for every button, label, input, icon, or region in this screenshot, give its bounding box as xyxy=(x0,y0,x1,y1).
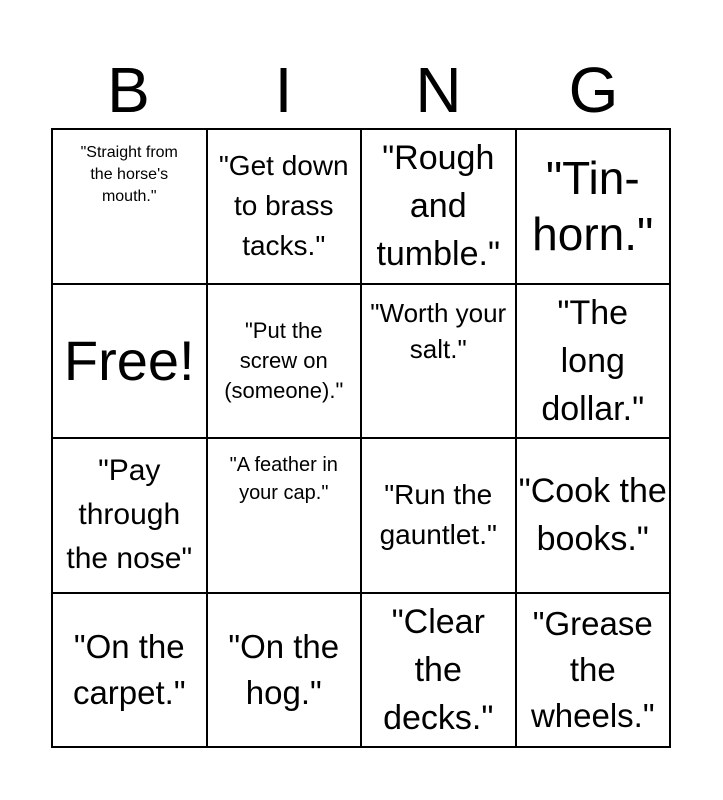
free-space-cell[interactable] xyxy=(53,285,208,440)
bingo-cell[interactable] xyxy=(517,285,672,440)
cell-text: "Cook the books." xyxy=(518,472,667,559)
bingo-cell[interactable] xyxy=(208,130,363,285)
cell-text: "Straight from the horse's mouth." xyxy=(80,144,178,205)
cell-text: "Pay through the nose" xyxy=(66,454,193,576)
cell-text: "The long dollar." xyxy=(541,293,645,428)
cell-text: "Get down to brass tacks." xyxy=(218,150,349,262)
header-letter-i: I xyxy=(274,54,293,126)
bingo-card-grid xyxy=(51,128,671,748)
cell-text: "On the hog." xyxy=(228,627,340,711)
cell-text: "Grease the wheels." xyxy=(530,604,655,734)
header-letter-b: B xyxy=(107,54,150,126)
cell-text: "Run the gauntlet." xyxy=(379,479,497,551)
bingo-cell[interactable] xyxy=(208,285,363,440)
bingo-cell[interactable] xyxy=(208,439,363,594)
bingo-cell[interactable] xyxy=(362,439,517,594)
cell-text: "Worth your salt." xyxy=(370,297,507,364)
cell-text: "On the carpet." xyxy=(72,627,186,711)
bingo-cell[interactable] xyxy=(53,130,208,285)
bingo-cell[interactable] xyxy=(362,285,517,440)
cell-text: "Put the screw on (someone)." xyxy=(224,317,344,403)
bingo-cell[interactable] xyxy=(517,439,672,594)
cell-text: "Rough and tumble." xyxy=(376,139,501,274)
bingo-cell[interactable] xyxy=(208,594,363,749)
bingo-cell[interactable] xyxy=(53,594,208,749)
bingo-cell[interactable] xyxy=(517,594,672,749)
bingo-cell[interactable] xyxy=(53,439,208,594)
bingo-cell[interactable] xyxy=(362,594,517,749)
header-letter-g: G xyxy=(568,54,619,126)
bingo-cell[interactable] xyxy=(517,130,672,285)
cell-text: "Tin-horn." xyxy=(532,152,654,261)
header-letter-n: N xyxy=(415,54,462,126)
free-space-label: Free! xyxy=(63,328,195,392)
bingo-header xyxy=(51,52,671,128)
cell-text: "A feather in your cap." xyxy=(229,454,338,504)
cell-text: "Clear the decks." xyxy=(383,602,494,737)
bingo-cell[interactable] xyxy=(362,130,517,285)
